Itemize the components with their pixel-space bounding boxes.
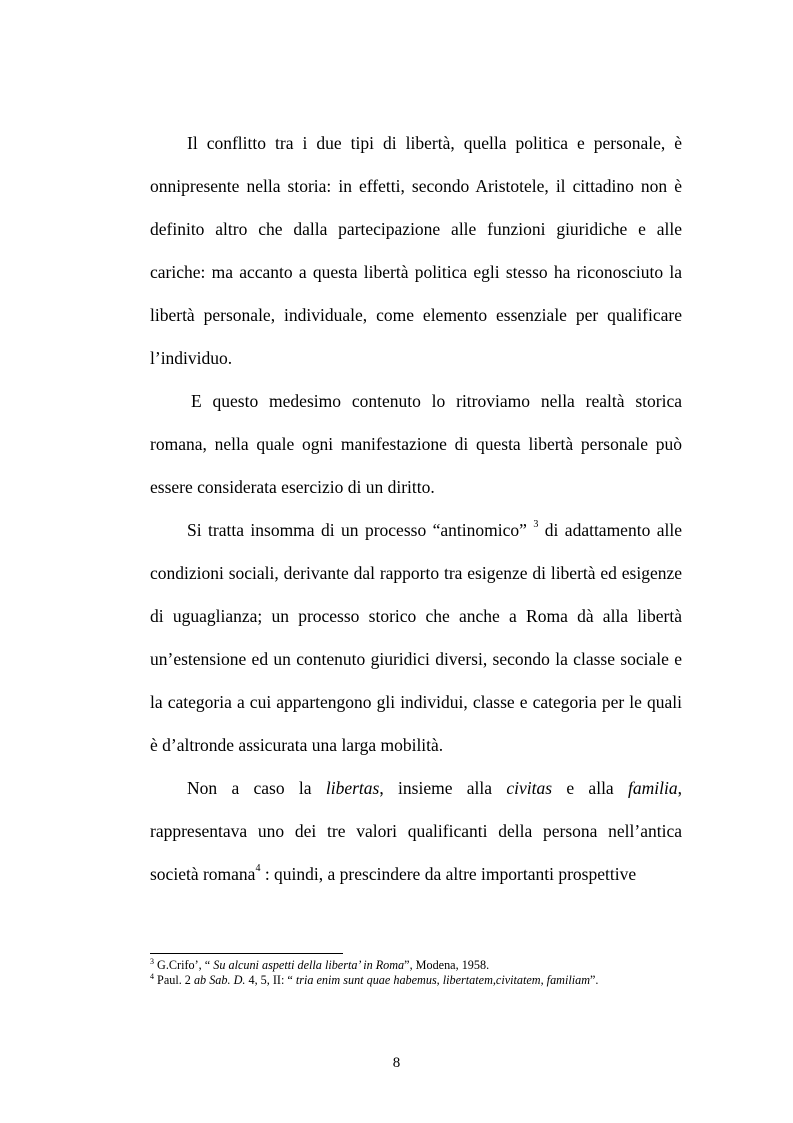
- paragraph-3-text-b: di adattamento alle condizioni sociali, derivante dal rapporto tra esigenze di libertà ed esigenze di uguaglianza; un processo storico che anche a Roma dà alla libertà un’estensione ed un contenuto giuridici diversi, secondo la classe sociale e la categoria a cui appartengono gli individui, classe e categoria per le quali è d’altronde assicurata una larga mobilità.: [150, 520, 683, 755]
- footnote-4-quote: tria enim sunt quae habemus, libertatem,civitatem, familiam: [295, 973, 591, 987]
- footnote-3-text-b: ”, Modena, 1958.: [404, 958, 490, 972]
- paragraph-4-text-5: : quindi, a prescindere da altre importanti prospettive: [260, 864, 637, 884]
- paragraph-3: [150, 509, 682, 767]
- footnote-4: [150, 973, 690, 988]
- footnote-separator: [150, 953, 343, 954]
- page-number: 8: [392, 1055, 401, 1071]
- paragraph-4-text-4: , rappresentava uno dei tre valori qualificanti della persona nell’antica società romana: [150, 778, 682, 884]
- footnotes: [150, 958, 690, 988]
- term-libertas: libertas: [325, 778, 380, 798]
- footnote-4-text-c: ”.: [590, 973, 599, 987]
- footnote-ref-3[interactable]: 3: [533, 519, 539, 530]
- paragraph-4: [150, 767, 682, 896]
- paragraph-1: Il conflitto tra i due tipi di libertà, quella politica e personale, è onnipresente nella storia: in effetti, secondo Aristotele, il cittadino non è definito altro che dalla partecipazione alle funzioni giuridiche e alle cariche: ma accanto a questa libertà politica egli stesso ha riconosciuto la libertà personale, individuale, come elemento essenziale per qualificare l’individuo.: [150, 133, 682, 368]
- term-civitas: civitas: [506, 778, 553, 798]
- footnote-3: [150, 958, 690, 973]
- footnote-3-text-a: G.Crifo’, “: [154, 958, 214, 972]
- footnote-ref-4[interactable]: 4: [255, 863, 261, 874]
- paragraph-3-text-a: Si tratta insomma di un processo “antinomico”: [187, 520, 534, 540]
- footnote-4-source: ab Sab. D.: [193, 973, 246, 987]
- footnote-4-text-b: 4, 5, II: “: [245, 973, 296, 987]
- footnote-4-text-a: Paul. 2: [154, 973, 194, 987]
- body-text: [150, 122, 682, 896]
- footnote-3-number: 3: [150, 957, 154, 966]
- paragraph-4-text-3: e alla: [552, 778, 629, 798]
- footnote-3-title: Su alcuni aspetti della liberta’ in Roma: [213, 958, 405, 972]
- term-familia: familia: [628, 778, 678, 798]
- paragraph-4-text-2: , insieme alla: [379, 778, 507, 798]
- paragraph-2: E questo medesimo contenuto lo ritroviamo nella realtà storica romana, nella quale ogni manifestazione di questa libertà personale può essere considerata esercizio di un diritto.: [150, 391, 682, 497]
- footnote-4-number: 4: [150, 972, 154, 981]
- paragraph-4-text-1: Non a caso la: [187, 778, 326, 798]
